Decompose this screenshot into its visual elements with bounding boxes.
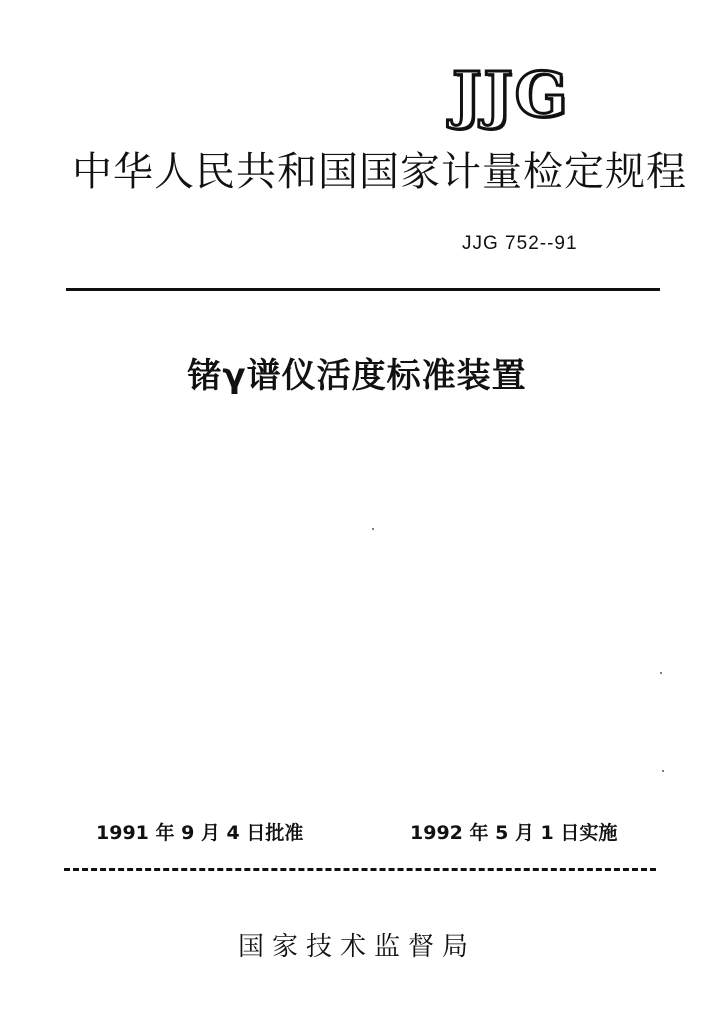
document-code: JJG 752--91: [462, 233, 578, 254]
top-divider: [66, 288, 660, 291]
scan-speck: [662, 770, 664, 772]
bottom-divider: [64, 868, 656, 871]
series-title: 中华人民共和国国家计量检定规程: [72, 149, 687, 195]
effective-date: 1992 年 5 月 1 日实施: [410, 822, 618, 844]
scan-speck: [660, 672, 662, 674]
approval-date: 1991 年 9 月 4 日批准: [96, 822, 304, 844]
document-title: 锗γ谱仪活度标准装置: [187, 356, 527, 396]
publisher: 国家技术监督局: [237, 932, 476, 962]
scan-speck: [372, 528, 374, 530]
jjg-logo: JJG: [452, 58, 570, 131]
